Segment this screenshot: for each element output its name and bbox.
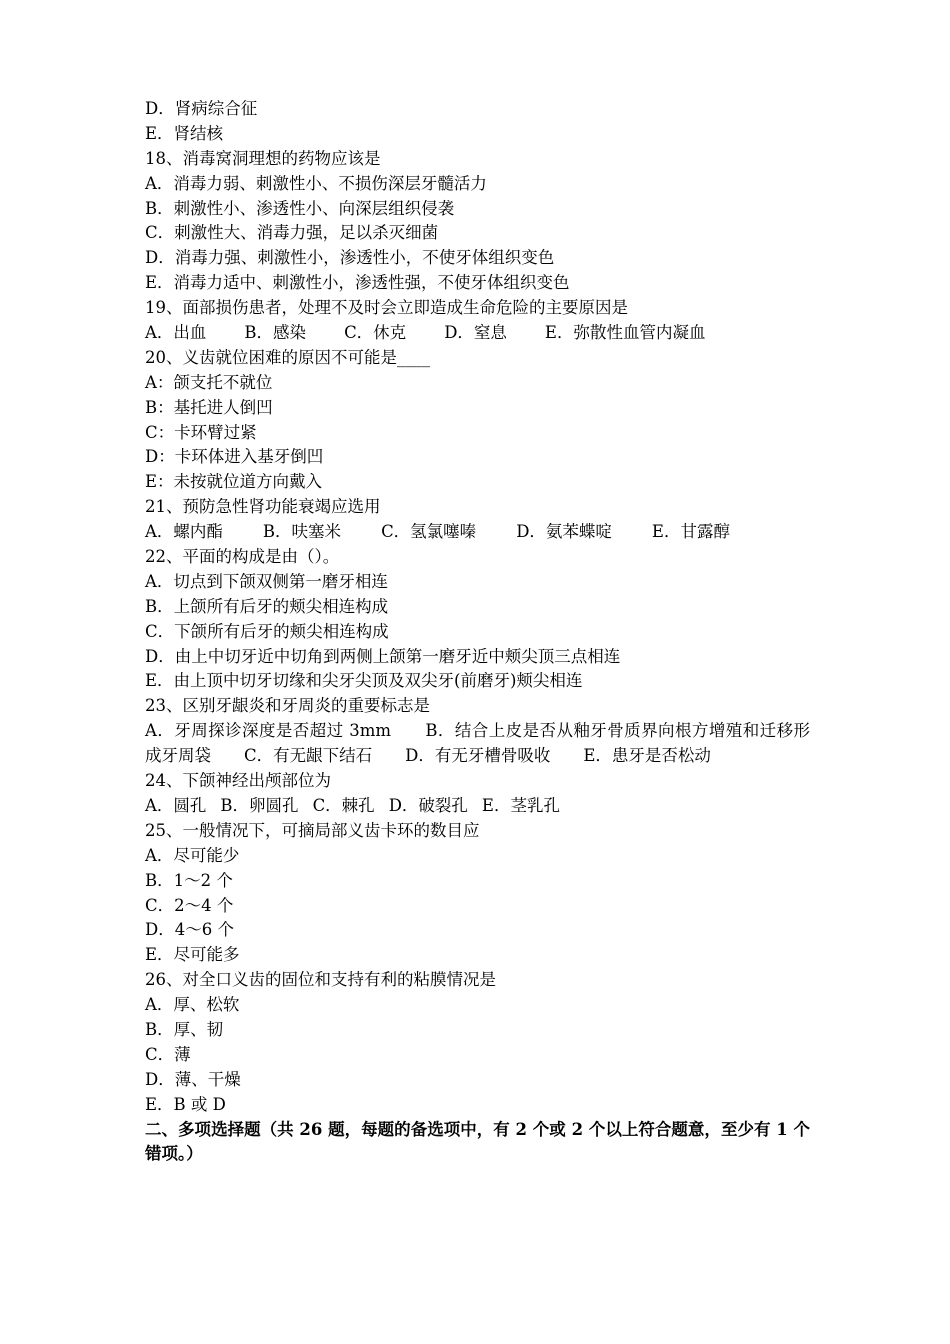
- option-row: [145, 321, 810, 346]
- option-item: E．弥散性血管内凝血: [544, 323, 706, 343]
- option-item: E．茎乳孔: [481, 795, 560, 815]
- option-line: A．厚、松软: [145, 995, 240, 1015]
- option-item: C．氢氯噻嗪: [381, 522, 477, 542]
- option-line: B．上颌所有后牙的颊尖相连构成: [145, 596, 389, 616]
- option-item: D．窒息: [444, 323, 507, 343]
- question-line: 25、一般情况下，可摘局部义齿卡环的数目应: [145, 820, 480, 840]
- option-item: A．圆孔: [145, 795, 207, 815]
- option-line: E．由上顶中切牙切缘和尖牙尖顶及双尖牙(前磨牙)颊尖相连: [145, 671, 583, 691]
- option-line: C．刺激性大、消毒力强，足以杀灭细菌: [145, 223, 439, 243]
- option-line: C．薄: [145, 1044, 191, 1064]
- option-line: B．1～2 个: [145, 870, 233, 890]
- option-line: A．尽可能少: [145, 845, 240, 865]
- option-item: E．甘露醇: [651, 522, 730, 542]
- option-line: A：颌支托不就位: [145, 372, 273, 392]
- option-line: A．切点到下颌双侧第一磨牙相连: [145, 571, 388, 591]
- question-line: 21、预防急性肾功能衰竭应选用: [145, 497, 381, 517]
- option-line: B．厚、韧: [145, 1019, 224, 1039]
- document-page: [145, 97, 810, 1167]
- option-line: D．薄、干燥: [145, 1069, 241, 1089]
- question-line: 24、下颌神经出颅部位为: [145, 771, 331, 791]
- option-line: E．B 或 D: [145, 1094, 226, 1114]
- question-line: 18、消毒窝洞理想的药物应该是: [145, 148, 381, 168]
- option-line: D．由上中切牙近中切角到两侧上颌第一磨牙近中颊尖顶三点相连: [145, 646, 621, 666]
- option-line: C：卡环臂过紧: [145, 422, 257, 442]
- question-line: 19、面部损伤患者，处理不及时会立即造成生命危险的主要原因是: [145, 298, 628, 318]
- question-line: 26、对全口义齿的固位和支持有利的粘膜情况是: [145, 970, 496, 990]
- option-line: E．消毒力适中、刺激性小，渗透性强，不使牙体组织变色: [145, 273, 570, 293]
- option-line: D．肾病综合征: [145, 99, 258, 118]
- section-heading: 二、多项选择题（共 26 题，每题的备选项中，有 2 个或 2 个以上符合题意，至少有 1 个错项。）: [145, 1119, 810, 1164]
- option-item: B．呋塞米: [262, 522, 342, 542]
- option-item: D．氨苯蝶啶: [516, 522, 612, 542]
- option-line: B．刺激性小、渗透性小、向深层组织侵袭: [145, 198, 455, 218]
- option-line: C．2～4 个: [145, 895, 234, 915]
- option-line: D：卡环体进入基牙倒凹: [145, 447, 324, 467]
- option-item: A．出血: [145, 323, 207, 343]
- option-line: E．尽可能多: [145, 945, 240, 965]
- option-line: D．消毒力强、刺激性小，渗透性小，不使牙体组织变色: [145, 248, 555, 268]
- option-row: [145, 520, 810, 545]
- question-line: 22、平面的构成是由（）。: [145, 547, 340, 567]
- question-line: 23、区别牙龈炎和牙周炎的重要标志是: [145, 696, 430, 716]
- option-item: C．休克: [344, 323, 407, 343]
- option-item: D．破裂孔: [388, 795, 468, 815]
- option-item: B．感染: [244, 323, 307, 343]
- option-item: A．螺内酯: [145, 522, 223, 542]
- option-line: D．4～6 个: [145, 920, 234, 940]
- option-item: B．卵圆孔: [220, 795, 299, 815]
- option-line: E：未按就位道方向戴入: [145, 472, 323, 492]
- option-line: A．消毒力弱、刺激性小、不损伤深层牙髓活力: [145, 173, 487, 193]
- option-line: B：基托进人倒凹: [145, 397, 273, 417]
- option-item: C．棘孔: [312, 795, 375, 815]
- option-line: E．肾结核: [145, 123, 224, 143]
- option-line: C．下颌所有后牙的颊尖相连构成: [145, 621, 389, 641]
- question-options-paragraph: A．牙周探诊深度是否超过 3mm B．结合上皮是否从釉牙骨质界向根方增殖和迁移形成牙周袋 C．有无龈下结石 D．有无牙槽骨吸收 E．患牙是否松动: [145, 721, 810, 766]
- option-row: [145, 794, 810, 819]
- question-line: 20、义齿就位困难的原因不可能是____: [145, 347, 430, 367]
